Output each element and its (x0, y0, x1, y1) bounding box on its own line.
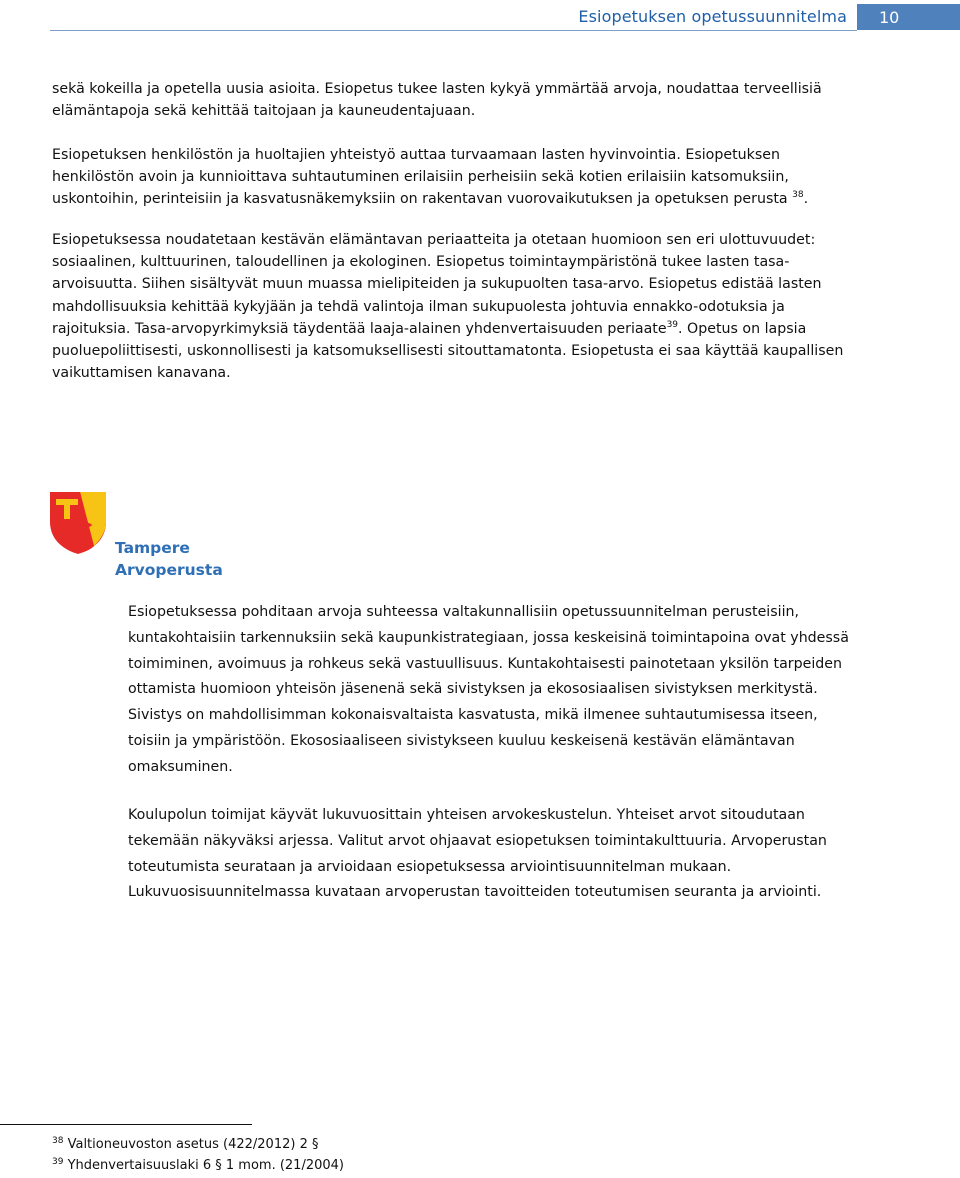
footnote-38 (52, 1136, 318, 1154)
paragraph-1: sekä kokeilla ja opetella uusia asioita. Esiopetus tukee lasten kykyä ymmärtää arvoja, noudattaa terveellisiä elämäntapoja sekä kehittää taitojaan ja kauneudentajuaan. (52, 81, 822, 120)
paragraph-3 (52, 229, 866, 384)
header-divider (50, 30, 857, 31)
paragraph-3-text-a: Esiopetuksessa noudatetaan kestävän elämäntavan periaatteita ja otetaan huomioon sen eri ulottuvuudet: sosiaalinen, kulttuurinen, taloudellinen ja ekologinen. Esiopetus toimintaympäristönä tukee lasten tasa-arvoisuutta. Siihen sisältyvät muun muassa mielipiteiden ja sukupuolten tasa-arvo. Esiopetus edistää lasten mahdollisuuksia kehittää kykyjään ja tehdä valintoja ilman sukupuolesta johtuvia ennakko-odotuksia ja rajoituksia. Tasa-arvopyrkimyksiä täydentää laaja-alainen yhdenvertaisuuden periaate (52, 232, 822, 337)
footnote-ref-39[interactable]: 39 (666, 319, 679, 330)
tampere-heading (115, 537, 223, 581)
tampere-paragraph-2: Koulupolun toimijat käyvät lukuvuosittain yhteisen arvokeskustelun. Yhteiset arvot sitoudutaan tekemään näkyväksi arjessa. Valitut arvot ohjaavat esiopetuksen toimintakulttuuria. Arvoperustan toteutumista seurataan ja arvioidaan esiopetuksessa arviointisuunnitelman mukaan. Lukuvuosisuunnitelmassa kuvataan arvoperustan tavoitteiden toteutumisen seuranta ja arviointi. (128, 807, 827, 901)
tampere-heading-city: Tampere (115, 539, 190, 557)
paragraph-2 (52, 144, 866, 211)
tampere-crest-icon (50, 492, 106, 554)
footnote-38-number: 38 (52, 1136, 64, 1146)
page-number-label: 10 (879, 7, 900, 27)
paragraph-2-text: Esiopetuksen henkilöstön ja huoltajien yhteistyö auttaa turvaamaan lasten hyvinvointia. Esiopetuksen henkilöstön avoin ja kunnioittava suhtautuminen erilaisiin perheisiin sekä kotien erilaisiin katsomuksiin, uskontoihin, perinteisiin ja kasvatusnäkemyksiin on rakentavan vuorovaikutuksen ja opetuksen perusta (52, 147, 789, 208)
footnote-divider (0, 1124, 252, 1125)
footnote-39-number: 39 (52, 1157, 64, 1167)
running-header-title: Esiopetuksen opetussuunnitelma (578, 7, 847, 26)
footnote-39 (52, 1157, 344, 1175)
footnote-39-text: Yhdenvertaisuuslaki 6 § 1 mom. (21/2004) (67, 1158, 344, 1173)
tampere-heading-title: Arvoperusta (115, 561, 223, 579)
paragraph-3-text-b: . Opetus on lapsia puoluepoliittisesti, uskonnollisesti ja katsomuksellisesti sitouttamatonta. Esiopetusta ei saa käyttää kaupallisen vaikuttamisen kanavana. (52, 320, 844, 382)
page-number (857, 4, 960, 30)
footnote-ref-38[interactable]: 38 (792, 190, 804, 201)
paragraph-2-end: . (803, 191, 809, 208)
tampere-paragraph-1: Esiopetuksessa pohditaan arvoja suhteessa valtakunnallisiin opetussuunnitelman perusteisiin, kuntakohtaisiin tarkennuksiin sekä kaupunkistrategiaan, jossa keskeisinä toimintapoina ovat yhdessä toimiminen, avoimuus ja rohkeus sekä vastuullisuus. Kuntakohtaisesti painotetaan yksilön tarpeiden ottamista huomioon yhteisön jäsenenä sekä sivistyksen ja ekososiaalisen sivistyksen merkitystä. Sivistys on mahdollisimman kokonaisvaltaista kasvatusta, mikä ilmenee suhtautumisessa itseen, toisiin ja ympäristöön. Ekososiaaliseen sivistykseen kuuluu keskeisenä kestävän elämäntavan omaksuminen. (128, 604, 849, 775)
footnote-38-text: Valtioneuvoston asetus (422/2012) 2 § (67, 1137, 319, 1152)
